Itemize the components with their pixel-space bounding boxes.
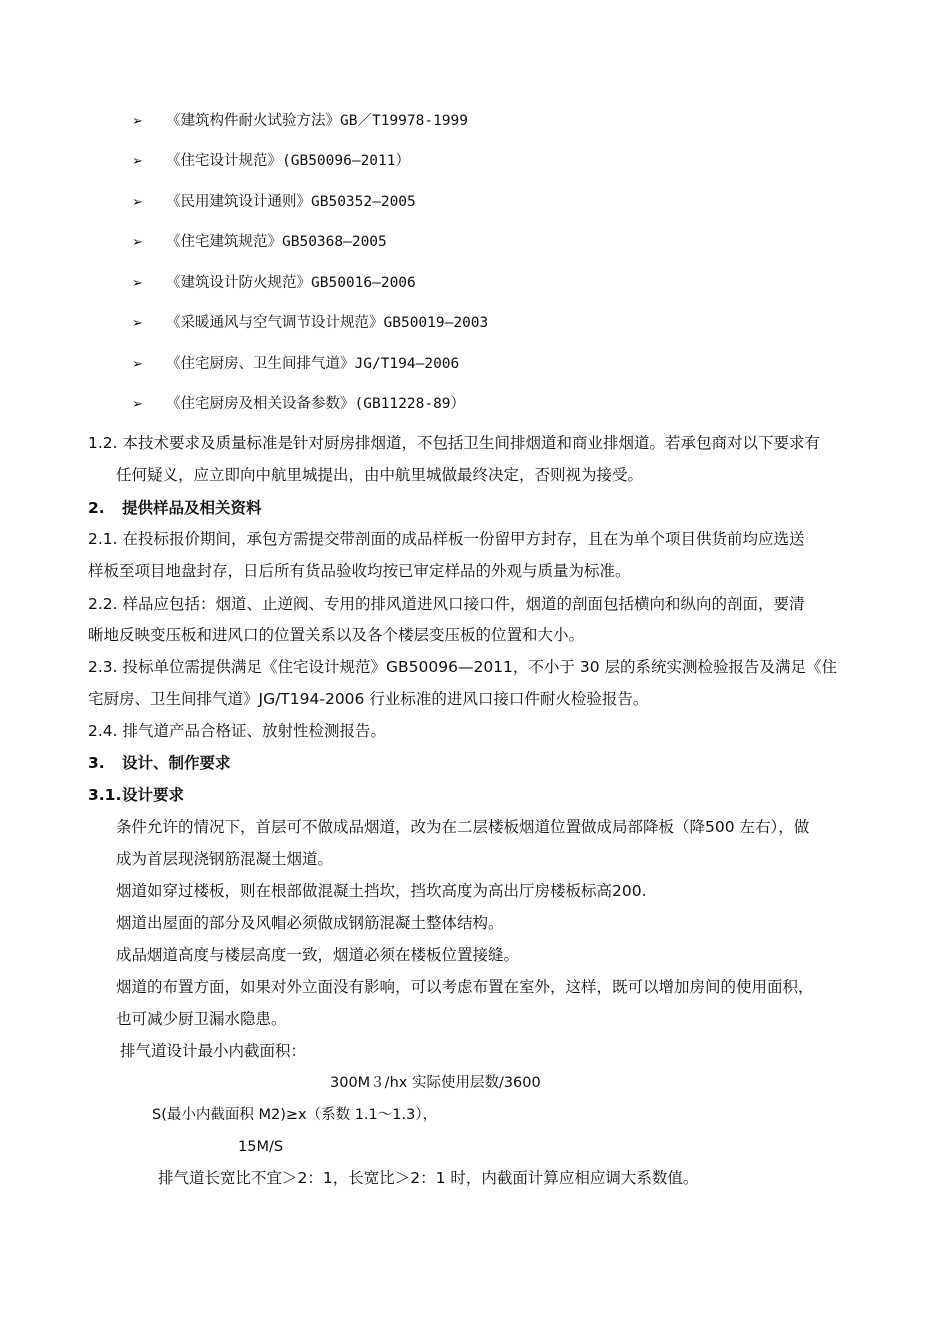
arrow-bullet-icon: ➢ xyxy=(132,397,143,412)
design-paragraph-1-line1: 条件允许的情况下，首层可不做成品烟道，改为在二层楼板烟道位置做成局部降板（降500 左右），做 xyxy=(116,818,810,836)
design-paragraph-3: 烟道出屋面的部分及风帽必须做成钢筋混凝土整体结构。 xyxy=(116,914,504,932)
formula-numerator: 300M３/hx 实际使用层数/3600 xyxy=(330,1075,541,1091)
arrow-bullet-icon: ➢ xyxy=(132,114,143,129)
reference-item: ➢ 《采暖通风与空气调节设计规范》GB50019—2003 xyxy=(132,312,488,334)
reference-item: ➢ 《住宅设计规范》(GB50096—2011） xyxy=(132,150,410,172)
paragraph-2-4: 2.4. 排气道产品合格证、放射性检测报告。 xyxy=(88,722,387,740)
arrow-bullet-icon: ➢ xyxy=(132,235,143,250)
reference-item: ➢ 《建筑构件耐火试验方法》GB／T19978-1999 xyxy=(132,110,468,132)
section-3-1-heading: 3.1.设计要求 xyxy=(88,786,185,804)
arrow-bullet-icon: ➢ xyxy=(132,276,143,291)
formula-denominator: 15M/S xyxy=(238,1139,284,1155)
design-paragraph-5-line1: 烟道的布置方面，如果对外立面没有影响，可以考虑布置在室外，这样，既可以增加房间的使用面积， xyxy=(116,978,814,996)
section-3-heading: 3. 设计、制作要求 xyxy=(88,754,231,772)
design-paragraph-4: 成品烟道高度与楼层高度一致，烟道必须在楼板位置接缝。 xyxy=(116,946,520,964)
paragraph-2-3-line2: 宅厨房、卫生间排气道》JG/T194-2006 行业标准的进风口接口件耐火检验报告。 xyxy=(88,690,649,708)
paragraph-2-1-line2: 样板至项目地盘封存，日后所有货品验收均按已审定样品的外观与质量为标准。 xyxy=(88,562,631,580)
arrow-bullet-icon: ➢ xyxy=(132,195,143,210)
design-paragraph-5-line2: 也可减少厨卫漏水隐患。 xyxy=(116,1010,287,1028)
paragraph-1-2-line2: 任何疑义，应立即向中航里城提出，由中航里城做最终决定，否则视为接受。 xyxy=(116,466,644,484)
reference-item: ➢ 《住宅厨房、卫生间排气道》JG/T194—2006 xyxy=(132,353,459,375)
paragraph-2-2-line1: 2.2. 样品应包括：烟道、止逆阀、专用的排风道进风口接口件，烟道的剖面包括横向和纵向的剖面，要清 xyxy=(88,595,805,613)
formula-main: S(最小内截面积 M2)≥x（系数 1.1～1.3）， xyxy=(152,1107,438,1123)
arrow-bullet-icon: ➢ xyxy=(132,357,143,372)
reference-item: ➢ 《建筑设计防火规范》GB50016—2006 xyxy=(132,272,416,294)
paragraph-2-2-line2: 晰地反映变压板和进风口的位置关系以及各个楼层变压板的位置和大小。 xyxy=(88,626,585,644)
paragraph-1-2-line1: 1.2. 本技术要求及质量标准是针对厨房排烟道，不包括卫生间排烟道和商业排烟道。若承包商对以下要求有 xyxy=(88,434,821,452)
reference-item: ➢ 《住宅建筑规范》GB50368—2005 xyxy=(132,231,387,253)
paragraph-2-3-line1: 2.3. 投标单位需提供满足《住宅设计规范》GB50096—2011，不小于 30 层的系统实测检验报告及满足《住 xyxy=(88,658,837,676)
design-paragraph-2: 烟道如穿过楼板，则在根部做混凝土挡坎，挡坎高度为高出厅房楼板标高200. xyxy=(116,882,647,900)
reference-item: ➢ 《住宅厨房及相关设备参数》(GB11228-89） xyxy=(132,393,465,415)
design-paragraph-6: 排气道设计最小内截面积： xyxy=(120,1042,307,1060)
reference-item: ➢ 《民用建筑设计通则》GB50352—2005 xyxy=(132,191,416,213)
design-paragraph-7: 排气道长宽比不宜＞2：1，长宽比＞2：1 时，内截面计算应相应调大系数值。 xyxy=(158,1169,699,1187)
arrow-bullet-icon: ➢ xyxy=(132,154,143,169)
section-2-heading: 2. 提供样品及相关资料 xyxy=(88,499,262,517)
design-paragraph-1-line2: 成为首层现浇钢筋混凝土烟道。 xyxy=(116,850,334,868)
arrow-bullet-icon: ➢ xyxy=(132,316,143,331)
paragraph-2-1-line1: 2.1. 在投标报价期间，承包方需提交带剖面的成品样板一份留甲方封存，且在为单个项目供货前均应选送 xyxy=(88,530,805,548)
